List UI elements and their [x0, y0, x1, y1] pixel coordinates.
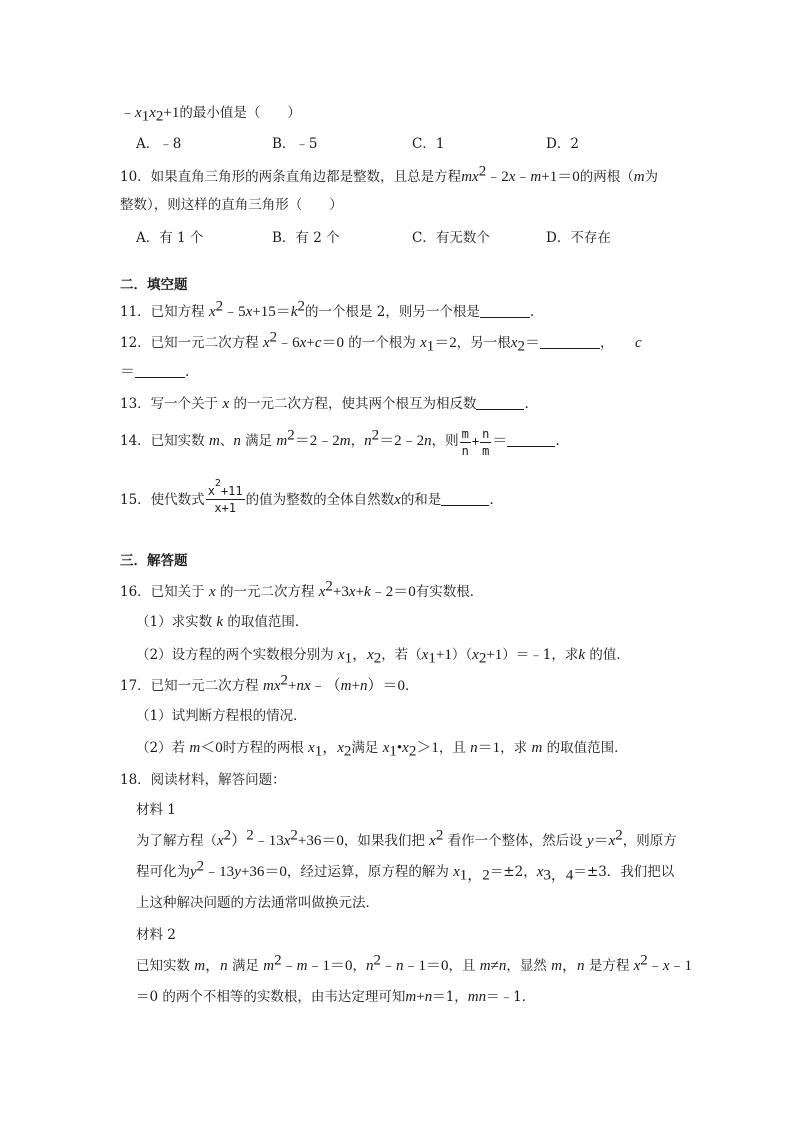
q18-intro: 18．阅读材料，解答问题： — [120, 772, 286, 788]
q14: 14．已知实数 m、n 满足 $m^2=2﹣2m$，$n^2=2﹣2n$，则 $\frac{m}{n}$ + $\frac{n}{m}$ ＝ . — [120, 427, 560, 458]
q18-material1-line1: 为了解方程$(x^2)^2﹣13x^2+36=0$，如果我们把 $x^2$ 看作一个整体，然后设 $y=x^2$，则原方 — [136, 827, 677, 849]
q10-option-d: D．不存在 — [546, 230, 611, 246]
section-solution-title: 三．解答题 — [120, 553, 188, 569]
q9-option-a: A．﹣8 — [136, 136, 182, 152]
q12-cont: ＝ . — [120, 364, 190, 380]
q16-part1: （1）求实数 k 的取值范围． — [136, 614, 309, 630]
q9-option-c: C．1 — [412, 136, 445, 152]
q16-part2: （2）设方程的两个实数根分别为 $x_1$，$x_2$，若$(x_1+1)(x_2+1)=﹣1$，求k 的值． — [136, 647, 630, 667]
q13: 13．写一个关于 x 的一元二次方程，使其两个根互为相反数 . — [120, 396, 529, 412]
q17-part1: （1）试判断方程根的情况． — [136, 708, 307, 724]
q16-stem: 16．已知关于 x 的一元二次方程 $x^2+3x+k﹣2=0$有实数根． — [120, 578, 484, 600]
q18-material1-line2: 程可化为$y^2﹣13y+36=0$，经过运算，原方程的解为 $x_{1,2}=\pm 2$，$x_{3,4}=\pm 3$．我们把以 — [136, 858, 675, 884]
q13-answer-blank[interactable] — [476, 395, 524, 410]
q17-part2: （2）若 m＜0时方程的两根 $x_1$，$x_2$满足 $x_1•x_2>1$，且 n＝1，求 m 的取值范围． — [136, 740, 628, 760]
q12: 12．已知一元二次方程 $x^2﹣6x+c=0$ 的一个根为 $x_1=2$，另一根$x_2=$ ， c — [120, 329, 642, 355]
q14-answer-blank[interactable] — [507, 432, 555, 447]
q10-option-c: C．有无数个 — [412, 230, 490, 246]
q10-option-a: A．有 1 个 — [136, 230, 204, 246]
q15: 15．使代数式 $\frac{x^2+11}{x+1}$ 的值为整数的全体自然数x的和是 . — [120, 478, 494, 515]
q18-material2-title: 材料 2 — [136, 927, 176, 943]
q15-answer-blank[interactable] — [441, 491, 489, 506]
q11-answer-blank[interactable] — [480, 303, 530, 318]
q17-stem: 17．已知一元二次方程 $mx^2+nx﹣(m+n)=0$． — [120, 672, 419, 694]
q11: 11．已知方程 $x^2﹣5x+15=k^2$的一个根是 2，则另一个根是 . — [120, 298, 535, 320]
q18-material2-line1: 已知实数 m，n 满足 $m^2﹣m﹣1=0$，$n^2﹣n﹣1=0$，且 m≠n，显然 m，n 是方程 $x^2﹣x﹣1$ — [136, 952, 692, 974]
q12-x2-blank[interactable] — [540, 334, 600, 349]
q10-stem: 10．如果直角三角形的两条直角边都是整数，且总是方程$mx^2﹣2x﹣m+1=0$的两根（m为 — [120, 163, 659, 185]
q12-c-blank[interactable] — [135, 363, 185, 378]
q18-material1-line3: 上这种解决问题的方法通常叫做换元法． — [136, 895, 379, 911]
q18-material2-line2: ＝0 的两个不相等的实数根，由韦达定理可知m+n＝1，mn＝﹣1． — [136, 989, 536, 1005]
q18-material1-title: 材料 1 — [136, 802, 176, 818]
q9-option-d: D．2 — [546, 136, 579, 152]
q9-stem: $﹣x_1x_2+1$的最小值是（ ） — [120, 105, 301, 125]
q10-option-b: B．有 2 个 — [272, 230, 340, 246]
q10-stem-cont: 整数），则这样的直角三角形（ ） — [120, 197, 343, 213]
section-fill-in-title: 二．填空题 — [120, 277, 188, 293]
q9-option-b: B．﹣5 — [272, 136, 318, 152]
